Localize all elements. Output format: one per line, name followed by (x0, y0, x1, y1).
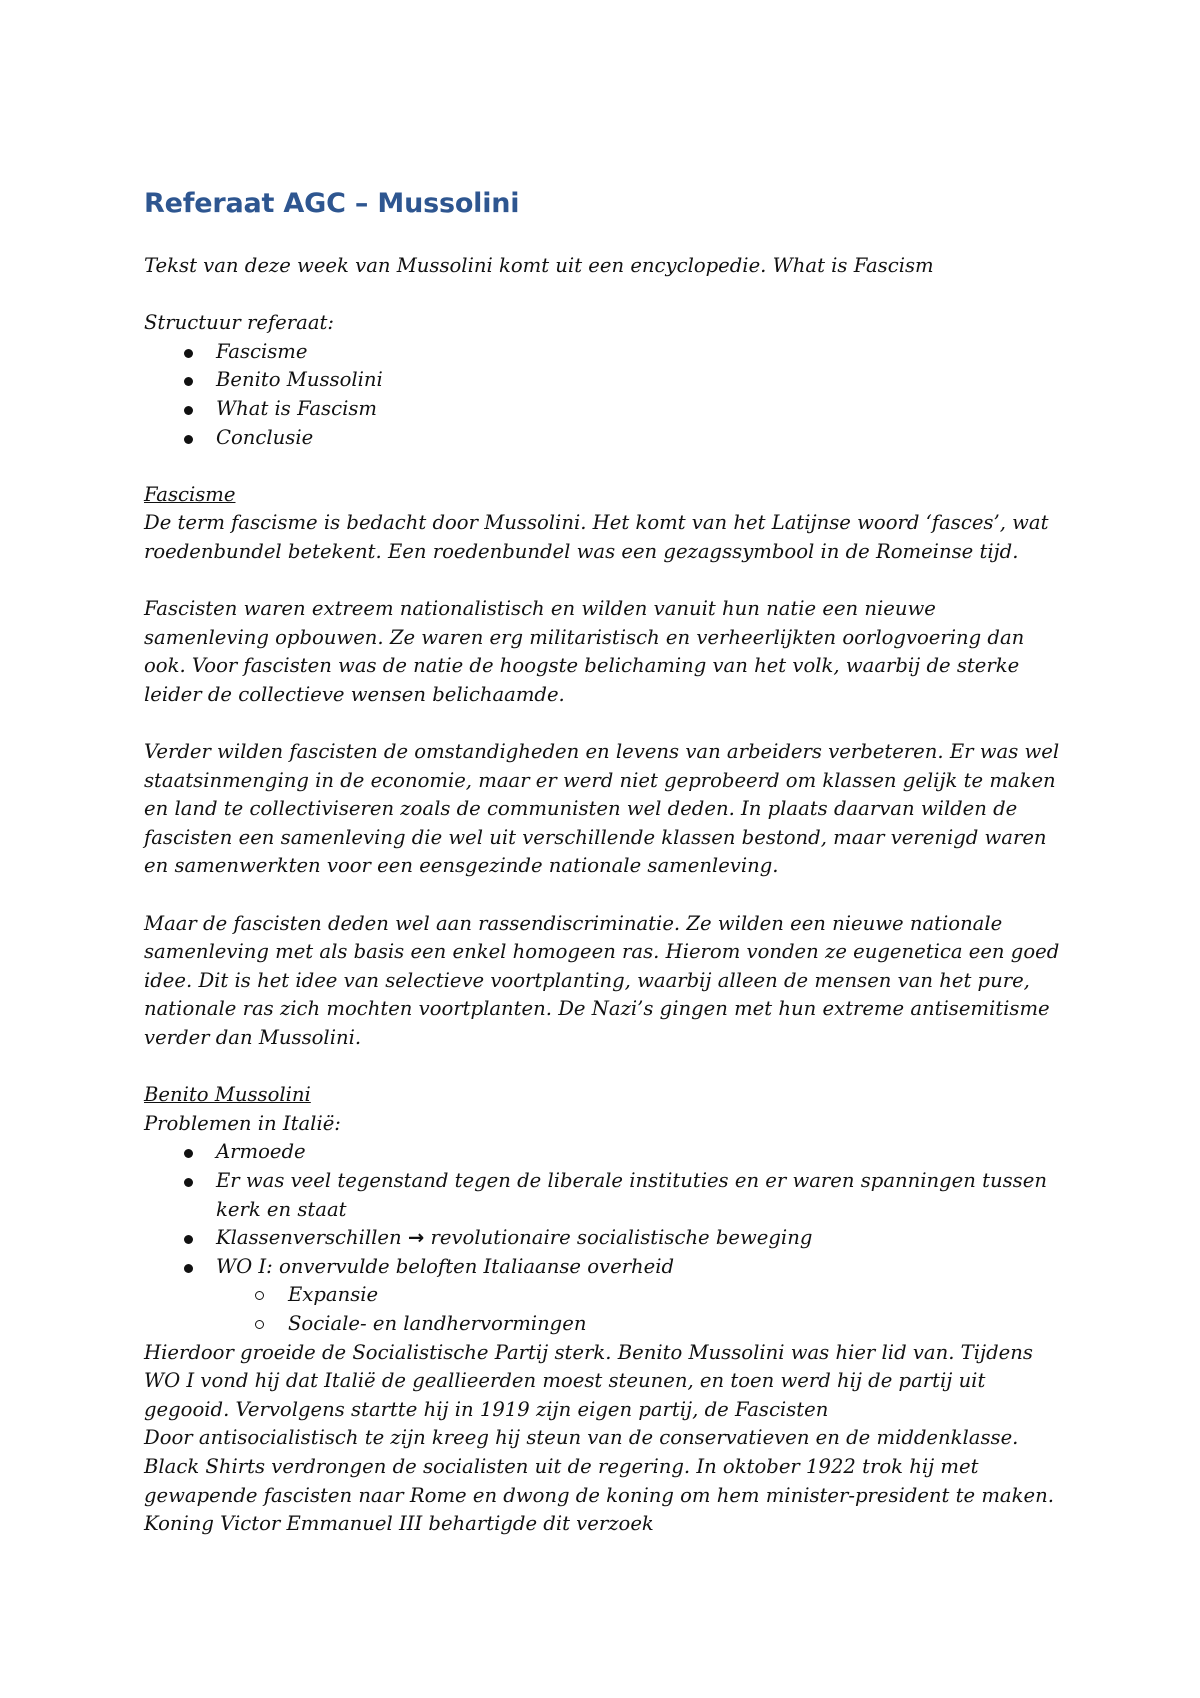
section-heading-mussolini: Benito Mussolini (144, 1083, 311, 1107)
paragraph: Door antisocialistisch te zijn kreeg hij steun van de conservatieven en de middenklasse. Black Shirts verdrongen de socialisten uit de regering. In oktober 1922 trok hij met gewapende fascisten naar Rome en dwong de koning om hem minister-president te maken. (144, 1426, 1054, 1507)
problems-label: Problemen in Italië: (144, 1111, 341, 1135)
list-item: Armoede (144, 1138, 1064, 1167)
arrow-right-icon: → (407, 1226, 425, 1250)
circle-bullet-icon (255, 1320, 264, 1329)
structure-list (144, 338, 1064, 452)
circle-bullet-icon (255, 1291, 264, 1300)
list-item: WO I: onvervulde beloften Italiaanse overheid (144, 1253, 1064, 1282)
intro-text: Tekst van deze week van Mussolini komt uit een encyclopedie. What is Fascism (144, 254, 934, 277)
paragraph: Fascisten waren extreem nationalistisch en wilden vanuit hun natie een nieuwe samenleving opbouwen. Ze waren erg militaristisch en verheerlijkten oorlogvoering dan ook. Voor fascisten was de natie de hoogste belichaming van het volk, waarbij de sterke leider de collectieve wensen belichaamde. (144, 597, 1025, 706)
bullet-icon (184, 1235, 193, 1244)
paragraph: Verder wilden fascisten de omstandigheden en levens van arbeiders verbeteren. Er was wel staatsinmenging in de economie, maar er werd niet geprobeerd om klassen gelijk te maken en land te collectiviseren zoals de communisten wel deden. In plaats daarvan wilden de fascisten een samenleving die wel uit verschillende klassen bestond, maar verenigd waren en samenwerkten voor een eensgezinde nationale samenleving. (144, 740, 1060, 878)
list-item: Klassenverschillen → revolutionaire socialistische beweging (144, 1224, 1064, 1253)
paragraph: De term fascisme is bedacht door Mussolini. Het komt van het Latijnse woord ‘fasces’, wat roedenbundel betekent. Een roedenbundel was een gezagssymbool in de Romeinse tijd. (144, 511, 1049, 563)
bullet-icon (184, 435, 193, 444)
list-item: Conclusie (144, 424, 1064, 453)
document-title: Referaat AGC – Mussolini (144, 188, 520, 219)
bullet-icon (184, 406, 193, 415)
document-page (144, 188, 1064, 1539)
list-item: Benito Mussolini (144, 366, 1064, 395)
list-item: What is Fascism (144, 395, 1064, 424)
list-item: Sociale- en landhervormingen (144, 1310, 1064, 1339)
problems-list (144, 1138, 1064, 1338)
bullet-icon (184, 349, 193, 358)
structure-label: Structuur referaat: (144, 311, 334, 335)
list-item: Expansie (144, 1281, 1064, 1310)
paragraph: Koning Victor Emmanuel III behartigde dit verzoek (144, 1512, 654, 1536)
section-heading-fascisme: Fascisme (144, 482, 236, 506)
list-item: Er was veel tegenstand tegen de liberale instituties en er waren spanningen tussen kerk en staat (144, 1167, 1064, 1224)
bullet-icon (184, 1264, 193, 1273)
paragraph: Maar de fascisten deden wel aan rassendiscriminatie. Ze wilden een nieuwe nationale samenleving met als basis een enkel homogeen ras. Hierom vonden ze eugenetica een goed idee. Dit is het idee van selectieve voortplanting, waarbij alleen de mensen van het pure, nationale ras zich mochten voortplanten. De Nazi’s gingen met hun extreme antisemitisme verder dan Mussolini. (144, 911, 1060, 1050)
bullet-icon (184, 1178, 193, 1187)
list-item: Fascisme (144, 338, 1064, 367)
paragraph: Hierdoor groeide de Socialistische Partij sterk. Benito Mussolini was hier lid van. Tijdens WO I vond hij dat Italië de geallieerden moest steunen, en toen werd hij de partij uit gegooid. Vervolgens startte hij in 1919 zijn eigen partij, de Fascisten (144, 1340, 1033, 1421)
bullet-icon (184, 1149, 193, 1158)
bullet-icon (184, 377, 193, 386)
